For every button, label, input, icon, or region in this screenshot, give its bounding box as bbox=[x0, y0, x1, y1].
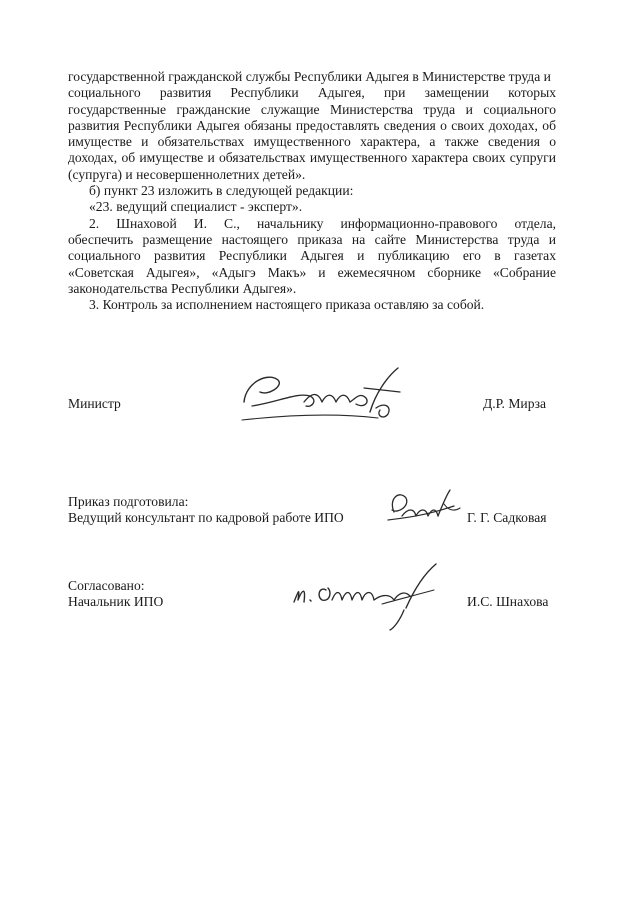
text-line: социального развития Республики Адыгея, при замещении которых bbox=[68, 85, 556, 101]
text-line: 2. Шнаховой И. С., начальнику информационно-правового отдела, bbox=[89, 215, 556, 231]
document-body bbox=[68, 69, 556, 313]
paragraph-item-23 bbox=[68, 199, 556, 215]
minister-handwritten-signature bbox=[238, 362, 408, 430]
text-line: имуществе и обязательствах имущественного характера, а также сведения о bbox=[68, 134, 556, 150]
paragraph-item-2 bbox=[68, 216, 556, 297]
text-line: социального развития Республики Адыгея и публикацию его в газетах bbox=[68, 248, 556, 264]
text-line: обеспечить размещение настоящего приказа на сайте Министерства труда и bbox=[68, 231, 556, 247]
paragraph-item-b bbox=[68, 183, 556, 199]
prepared-by-handwritten-signature bbox=[384, 486, 464, 530]
text-line: развития Республики Адыгея обязаны предоставлять сведения о своих доходах, об bbox=[68, 117, 556, 133]
text-line: доходах, об имуществе и обязательствах имущественного характера своих супруги bbox=[68, 150, 556, 166]
text-line: законодательства Республики Адыгея». bbox=[68, 280, 297, 296]
text-line: государственные гражданские служащие Министерства труда и социального bbox=[68, 101, 556, 117]
agreed-label: Согласовано: bbox=[68, 578, 145, 593]
text-line: «Советская Адыгея», «Адыгэ Макъ» и ежемесячном сборнике «Собрание bbox=[68, 264, 556, 280]
text-line: (супруга) и несовершеннолетних детей». bbox=[68, 166, 306, 182]
prepared-by-block bbox=[0, 494, 640, 534]
text-line: 3. Контроль за исполнением настоящего приказа оставляю за собой. bbox=[89, 297, 485, 313]
paragraph-continuation bbox=[68, 69, 556, 183]
prepared-by-label: Приказ подготовила: bbox=[68, 494, 189, 509]
text-line: государственной гражданской службы Республики Адыгея в Министерстве труда и bbox=[68, 69, 551, 84]
agreed-name: И.С. Шнахова bbox=[467, 594, 549, 609]
agreed-handwritten-signature bbox=[286, 560, 446, 634]
minister-title: Министр bbox=[68, 396, 121, 411]
minister-name: Д.Р. Мирза bbox=[483, 396, 547, 411]
prepared-by-position: Ведущий консультант по кадровой работе ИПО bbox=[68, 510, 344, 525]
text-line: «23. ведущий специалист - эксперт». bbox=[89, 199, 303, 215]
agreed-position: Начальник ИПО bbox=[68, 594, 164, 609]
prepared-by-name: Г. Г. Садковая bbox=[467, 510, 547, 525]
text-line: б) пункт 23 изложить в следующей редакции: bbox=[89, 183, 354, 199]
paragraph-item-3 bbox=[68, 297, 556, 313]
